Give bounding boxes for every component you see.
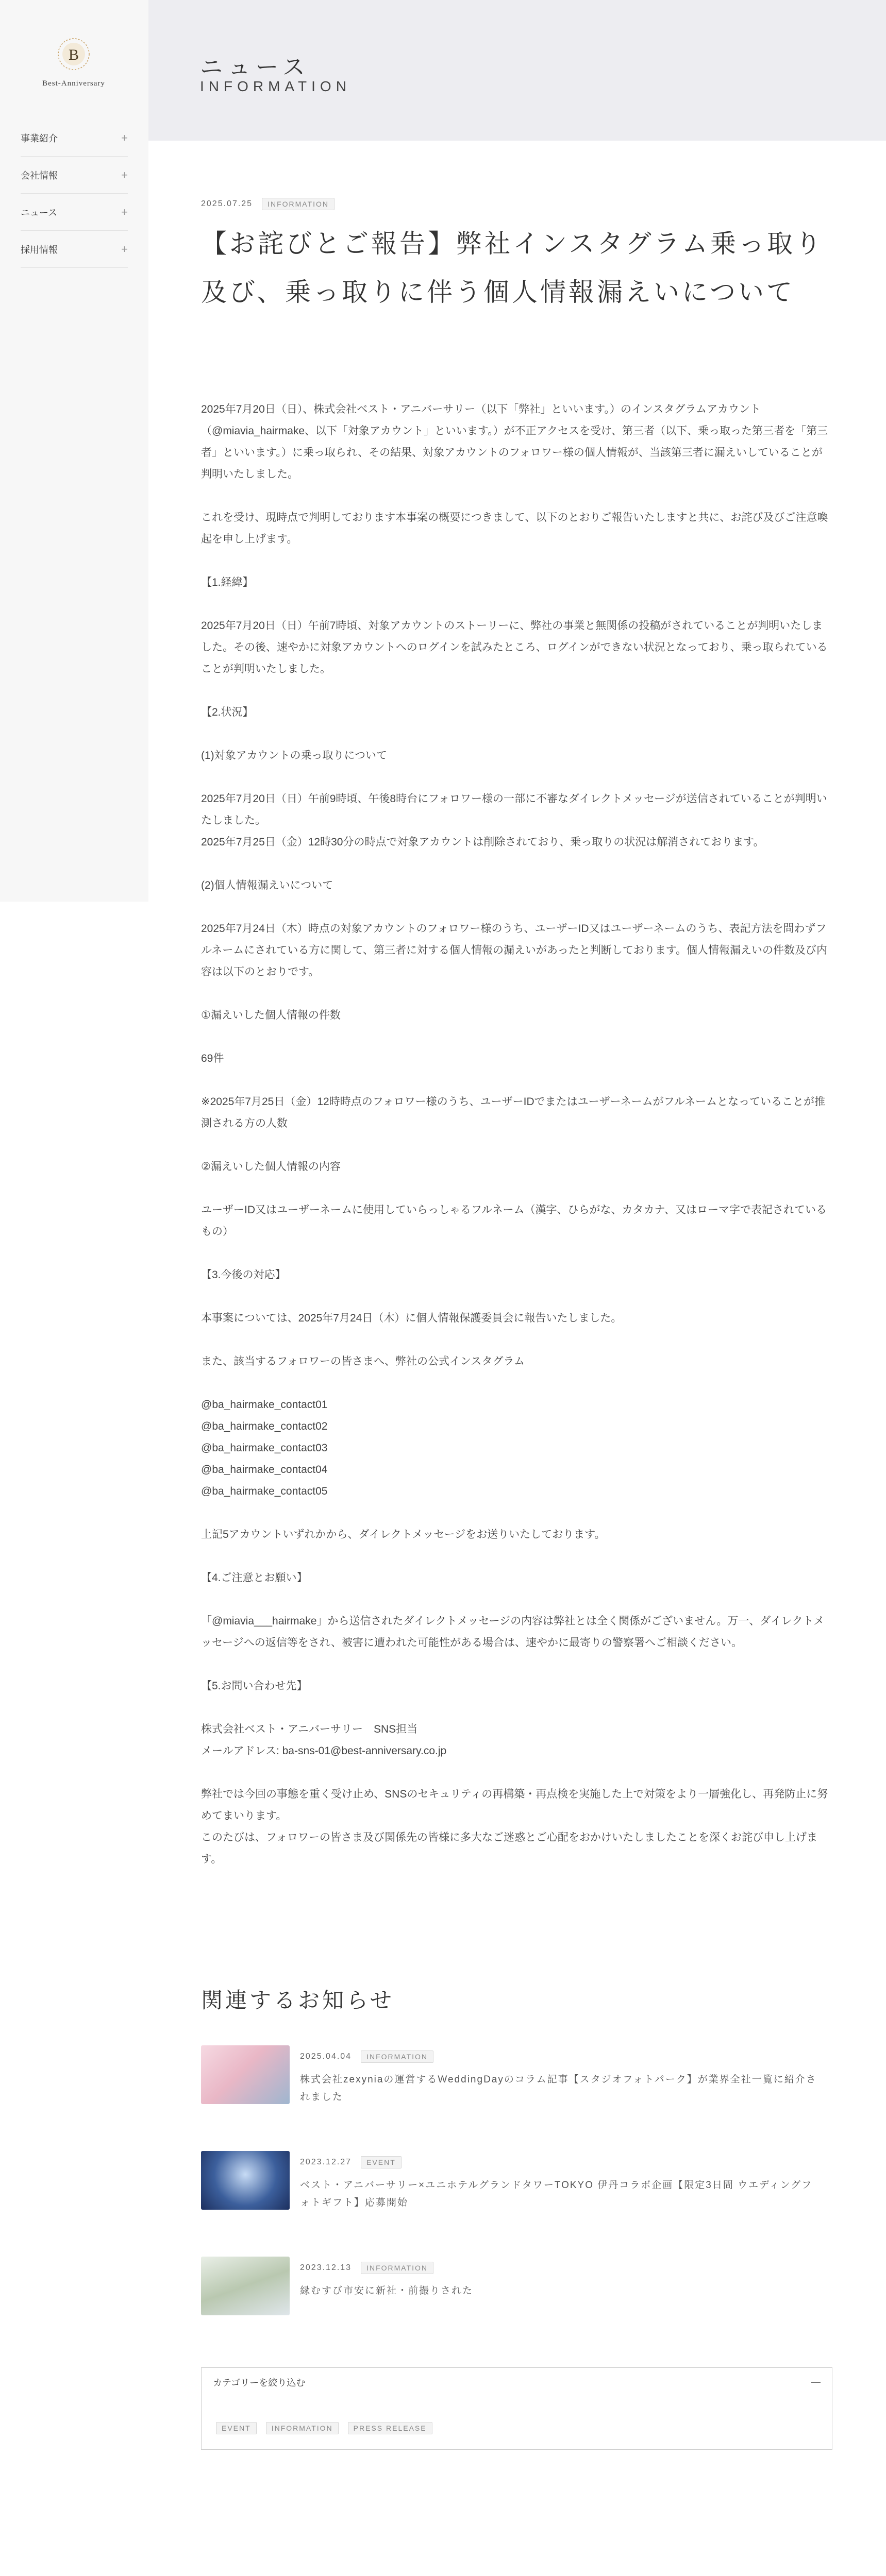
related-thumbnail — [201, 2257, 290, 2315]
section-heading: 【1.経緯】 — [201, 577, 254, 588]
related-text: ベスト・アニバーサリー×ユニホテルグランドタワーTOKYO 伊丹コラボ企画【限定3日間 ウエディングフォトギフト】応募開始 — [300, 2180, 813, 2208]
related-text: 株式会社zexyniaの運営するWeddingDayのコラム記事【スタジオフォトパーク】が業界全社一覧に紹介されました — [300, 2074, 817, 2103]
category-tag-event[interactable]: EVENT — [216, 2422, 257, 2434]
article-body — [201, 399, 832, 1892]
section-heading: 【4.ご注意とお願い】 — [201, 1572, 308, 1584]
paragraph: また、該当するフォロワーの皆さまへ、弊社の公式インスタグラム — [201, 1355, 525, 1367]
related-date: 2025.04.04 — [300, 2052, 352, 2061]
sidebar-item-label: ニュース — [21, 207, 58, 218]
logo-text: Best-Anniversary — [42, 79, 105, 88]
sidebar-item-company[interactable] — [21, 157, 128, 194]
paragraph: ユーザーID又はユーザーネームに使用していらっしゃるフルネーム（漢字、ひらがな、カタカナ、又はローマ字で表記されているもの） — [201, 1204, 827, 1238]
section-heading: 【2.状況】 — [201, 706, 254, 718]
contact-account: @ba_hairmake_contact03 — [201, 1442, 328, 1454]
logo-mark — [52, 32, 96, 76]
contact-account: @ba_hairmake_contact04 — [201, 1464, 328, 1476]
paragraph: 弊社では今回の事態を重く受け止め、SNSのセキュリティの再構築・再点検を実施した上で対策をより一層強化し、再発防止に努めてまいります。 — [201, 1788, 828, 1822]
minus-icon — [811, 2382, 821, 2383]
related-tag: INFORMATION — [361, 2050, 433, 2063]
paragraph: 2025年7月20日（日）午前9時頃、午後8時台にフォロワー様の一部に不審なダイレクトメッセージが送信されていることが判明いたしました。 — [201, 793, 827, 826]
sidebar — [0, 0, 148, 902]
article-title: 【お詫びとご報告】弊社インスタグラム乗っ取り及び、乗っ取りに伴う個人情報漏えいについて — [201, 229, 824, 307]
sub-heading: ①漏えいした個人情報の件数 — [201, 1009, 341, 1021]
paragraph: 本事案については、2025年7月24日（木）に個人情報保護委員会に報告いたしました。 — [201, 1312, 622, 1324]
sub-heading: (1)対象アカウントの乗っ取りについて — [201, 750, 388, 761]
related-date: 2023.12.13 — [300, 2263, 352, 2272]
sidebar-item-label: 事業紹介 — [21, 133, 58, 144]
paragraph: 株式会社ベスト・アニバーサリー SNS担当 — [201, 1723, 418, 1735]
paragraph: 69件 — [201, 1053, 224, 1064]
sub-heading: ②漏えいした個人情報の内容 — [201, 1161, 341, 1173]
sidebar-item-label: 採用情報 — [21, 244, 58, 255]
plus-icon: + — [121, 242, 128, 256]
category-tag-information[interactable]: INFORMATION — [266, 2422, 339, 2434]
category-filter — [201, 2367, 832, 2450]
section-heading: 【3.今後の対応】 — [201, 1269, 286, 1281]
contact-email: メールアドレス: ba-sns-01@best-anniversary.co.jp — [201, 1745, 447, 1757]
sidebar-item-label: 会社情報 — [21, 170, 58, 181]
article-date: 2025.07.25 — [201, 199, 253, 208]
sidebar-item-business[interactable] — [21, 120, 128, 157]
page-subtitle: INFORMATION — [200, 78, 351, 94]
related-tag: EVENT — [361, 2156, 402, 2168]
contact-account: @ba_hairmake_contact02 — [201, 1420, 328, 1432]
related-item[interactable] — [201, 2257, 832, 2318]
paragraph: 2025年7月25日（金）12時30分の時点で対象アカウントは削除されており、乗っ取りの状況は解消されております。 — [201, 836, 764, 848]
paragraph: 上記5アカウントいずれかから、ダイレクトメッセージをお送りいたしております。 — [201, 1529, 606, 1540]
related-title: 関連するお知らせ — [201, 1988, 394, 2012]
related-text: 縁むすび市安に新社・前撮りされた — [300, 2285, 474, 2296]
related-thumbnail — [201, 2045, 290, 2104]
plus-icon: + — [121, 205, 128, 218]
sub-heading: (2)個人情報漏えいについて — [201, 879, 333, 891]
category-toggle[interactable] — [202, 2368, 832, 2397]
paragraph: 2025年7月20日（日）午前7時頃、対象アカウントのストーリーに、弊社の事業と無関係の投稿がされていることが判明いたしました。その後、速やかに対象アカウントへのログインを試みたところ、ログインができない状況となっており、乗っ取られていることが判明いたしました。 — [201, 620, 828, 675]
sidebar-item-news[interactable] — [21, 194, 128, 231]
related-item[interactable] — [201, 2151, 832, 2213]
section-heading: 【5.お問い合わせ先】 — [201, 1680, 308, 1692]
paragraph: 2025年7月20日（日）、株式会社ベスト・アニバーサリー（以下「弊社」といいます。）のインスタグラムアカウント（@miavia_hairmake、以下「対象アカウント」といいます。）が不正アクセスを受け、第三者（以下、乗っ取った第三者を「第三者」といいます。）に乗っ取られ、その結果、対象アカウントのフォロワー様の個人情報が、当該第三者に漏えいしていることが判明いたしました。 — [201, 403, 828, 480]
contact-account: @ba_hairmake_contact05 — [201, 1485, 328, 1497]
related-tag: INFORMATION — [361, 2262, 433, 2274]
contact-account: @ba_hairmake_contact01 — [201, 1399, 328, 1411]
sidebar-nav — [21, 120, 128, 268]
category-tag-press-release[interactable]: PRESS RELEASE — [348, 2422, 432, 2434]
category-title: カテゴリーを絞り込む — [213, 2378, 306, 2388]
article-meta — [201, 198, 832, 210]
page-header — [148, 0, 886, 141]
brand-logo[interactable] — [35, 32, 112, 94]
related-news — [201, 1984, 832, 2432]
related-item[interactable] — [201, 2045, 832, 2107]
paragraph: ※2025年7月25日（金）12時時点のフォロワー様のうち、ユーザーIDでまたはユーザーネームがフルネームとなっていることが推測される方の人数 — [201, 1096, 826, 1129]
paragraph: このたびは、フォロワーの皆さま及び関係先の皆様に多大なご迷惑とご心配をおかけいたしましたことを深くお詫び申し上げます。 — [201, 1832, 817, 1865]
related-thumbnail — [201, 2151, 290, 2210]
plus-icon: + — [121, 168, 128, 181]
related-date: 2023.12.27 — [300, 2158, 352, 2166]
page-title: ニュース — [200, 55, 310, 80]
article — [201, 198, 832, 1865]
article-tag[interactable]: INFORMATION — [262, 198, 335, 210]
svg-text:B: B — [68, 46, 79, 63]
paragraph: 2025年7月24日（木）時点の対象アカウントのフォロワー様のうち、ユーザーID又はユーザーネームのうち、表記方法を問わずフルネームにされている方に関して、第三者に対する個人情報の漏えいがあったと判断しております。個人情報漏えいの件数及び内容は以下のとおりです。 — [201, 923, 828, 978]
plus-icon: + — [121, 131, 128, 144]
sidebar-item-recruit[interactable] — [21, 231, 128, 268]
paragraph: これを受け、現時点で判明しております本事案の概要につきまして、以下のとおりご報告いたしますと共に、お詫び及びご注意喚起を申し上げます。 — [201, 512, 828, 545]
paragraph: 「@miavia___hairmake」から送信されたダイレクトメッセージの内容は弊社とは全く関係がございません。万一、ダイレクトメッセージへの返信等をされ、被害に遭われた可能性がある場合は、速やかに最寄りの警察署へご相談ください。 — [201, 1615, 825, 1649]
